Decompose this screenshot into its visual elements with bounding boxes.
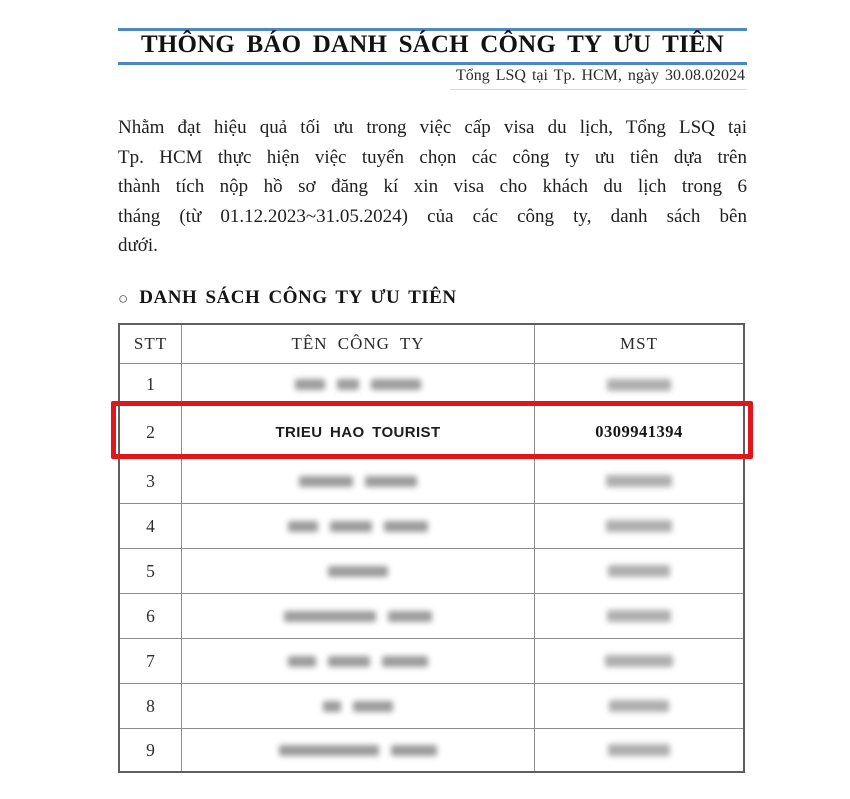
company-name-cell	[182, 593, 535, 638]
paragraph-line: Tp. HCM thực hiện việc tuyển chọn các công ty ưu tiên dựa trên	[118, 146, 747, 168]
company-table	[118, 323, 745, 773]
paragraph-line: Nhằm đạt hiệu quả tối ưu trong việc cấp visa du lịch, Tổng LSQ tại	[118, 117, 747, 138]
table-row	[120, 548, 743, 593]
paragraph-line: thành tích nộp hồ sơ đăng kí xin visa cho khách du lịch trong 6	[118, 176, 747, 198]
mst-cell	[535, 638, 743, 683]
redacted-text-blob	[606, 475, 672, 487]
redacted-text-blob	[337, 379, 359, 390]
table-header-row	[120, 325, 743, 363]
stt-cell: 3	[120, 458, 182, 503]
redacted-text-blob	[607, 610, 671, 622]
mst-cell	[535, 405, 743, 458]
table-row	[120, 363, 743, 405]
company-name-cell	[182, 503, 535, 548]
redacted-text-blob	[284, 611, 376, 622]
section-heading-label: DANH SÁCH CÔNG TY ƯU TIÊN	[139, 287, 457, 308]
table-row	[120, 458, 743, 503]
company-name-cell	[182, 548, 535, 593]
redacted-text-blob	[371, 379, 421, 390]
intro-paragraph	[118, 113, 747, 261]
redacted-text-blob	[330, 521, 372, 532]
table-row	[120, 683, 743, 728]
redacted-text-blob	[299, 476, 353, 487]
stt-cell: 7	[120, 638, 182, 683]
redacted-text-blob	[328, 566, 388, 577]
redacted-text-blob	[608, 565, 670, 577]
redacted-name	[182, 521, 534, 532]
redacted-name	[182, 476, 534, 487]
table-header-cell: MST	[620, 334, 658, 353]
stt-cell: 5	[120, 548, 182, 593]
mst-cell	[535, 593, 743, 638]
title-rule-bottom	[118, 62, 747, 65]
company-name-cell	[182, 728, 535, 771]
stt-cell: 9	[120, 728, 182, 771]
table-row	[120, 405, 743, 458]
redacted-text-blob	[609, 700, 669, 712]
company-name-label: TRIEU HAO TOURIST	[275, 423, 441, 441]
redacted-name	[182, 701, 534, 712]
redacted-name	[182, 566, 534, 577]
redacted-text-blob	[288, 656, 316, 667]
document-content	[118, 0, 747, 799]
mst-cell	[535, 683, 743, 728]
mst-value-label: 0309941394	[595, 422, 683, 441]
redacted-text-blob	[328, 656, 370, 667]
table-row	[120, 638, 743, 683]
redacted-text-blob	[607, 379, 671, 391]
stt-cell: 1	[120, 363, 182, 405]
table-header-cell: STT	[120, 325, 182, 363]
mst-cell	[535, 458, 743, 503]
redacted-text-blob	[353, 701, 393, 712]
redacted-text-blob	[323, 701, 341, 712]
mst-cell	[535, 363, 743, 405]
stt-cell: 2	[120, 405, 182, 458]
redacted-text-blob	[605, 655, 673, 667]
company-name-cell	[182, 683, 535, 728]
paragraph-line: dưới.	[118, 235, 158, 257]
mst-cell	[535, 728, 743, 771]
section-heading	[118, 287, 457, 309]
redacted-text-blob	[608, 744, 670, 756]
redacted-text-blob	[288, 521, 318, 532]
date-line: Tổng LSQ tại Tp. HCM, ngày 30.08.02024	[450, 67, 747, 90]
redacted-text-blob	[391, 745, 437, 756]
stt-cell: 6	[120, 593, 182, 638]
circle-bullet-icon: ○	[118, 288, 129, 308]
redacted-name	[182, 745, 534, 756]
redacted-text-blob	[279, 745, 379, 756]
redacted-text-blob	[365, 476, 417, 487]
table-row	[120, 728, 743, 771]
mst-cell	[535, 503, 743, 548]
redacted-text-blob	[606, 520, 672, 532]
stt-cell: 8	[120, 683, 182, 728]
company-name-cell	[182, 638, 535, 683]
company-name-cell	[182, 458, 535, 503]
mst-cell	[535, 548, 743, 593]
redacted-name	[182, 611, 534, 622]
company-name-cell	[182, 363, 535, 405]
table-row	[120, 503, 743, 548]
company-name-cell	[182, 405, 535, 458]
redacted-name	[182, 379, 534, 390]
redacted-name	[182, 656, 534, 667]
document-title: THÔNG BÁO DANH SÁCH CÔNG TY ƯU TIÊN	[140, 31, 725, 58]
paragraph-line: tháng (từ 01.12.2023~31.05.2024) của các công ty, danh sách bên	[118, 205, 747, 227]
stt-cell: 4	[120, 503, 182, 548]
redacted-text-blob	[382, 656, 428, 667]
table-header-cell: TÊN CÔNG TY	[182, 325, 535, 363]
redacted-text-blob	[388, 611, 432, 622]
redacted-text-blob	[384, 521, 428, 532]
redacted-text-blob	[295, 379, 325, 390]
table-row	[120, 593, 743, 638]
